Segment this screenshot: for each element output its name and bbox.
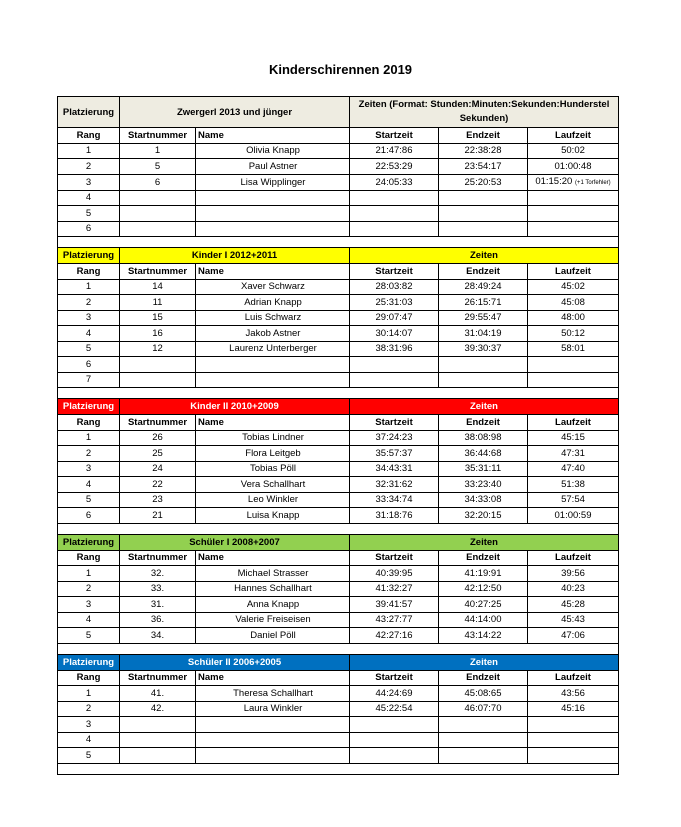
cell: 4 [58,732,120,748]
name-text: Vera Schallhart [240,478,306,490]
column-header: Laufzeit [528,550,619,566]
cell: 36. [120,612,196,628]
laufzeit-value: 01:15:20 [535,175,573,187]
cell: 45:08 [528,295,619,311]
cell [350,206,439,222]
cell: 7 [58,372,120,388]
name-cell [196,732,350,748]
cell: 3 [58,174,120,190]
table-row [58,279,619,295]
table-row [58,295,619,311]
table-row [58,701,619,717]
name-text: Adrian Knapp [244,296,302,308]
name-text: Hannes Schallhart [234,583,312,595]
table-row [58,310,619,326]
cell: 01:00:48 [528,159,619,175]
cell: 2 [58,295,120,311]
spacer [58,643,619,654]
cell [350,748,439,764]
cell: 30:14:07 [350,326,439,342]
cell: 51:38 [528,477,619,493]
cell: 5 [58,748,120,764]
cell: 2 [58,159,120,175]
zeiten-header: Zeiten [350,248,619,264]
zeiten-header: Zeiten (Format: Stunden:Minuten:Sekunden:Hunderstel Sekunden) [350,97,619,128]
zeiten-header: Zeiten [350,654,619,670]
cell [439,748,528,764]
table-row [58,508,619,524]
table-row [58,612,619,628]
cell: 58:01 [528,341,619,357]
column-header: Rang [58,128,120,144]
group-header: Schüler I 2008+2007 [120,534,350,550]
cell: 5 [58,628,120,644]
cell: 29:07:47 [350,310,439,326]
table-row [58,477,619,493]
note-text: (+1 Torfehler) [574,179,611,186]
table-row [58,143,619,159]
column-header: Laufzeit [528,415,619,431]
name-text: Valerie Freiseisen [235,614,311,626]
cell: 45:15 [528,430,619,446]
cell [350,732,439,748]
platzierung-header: Platzierung [58,97,120,128]
table-row [58,190,619,206]
cell: 33:23:40 [439,477,528,493]
cell: 5 [58,492,120,508]
cell: 50:12 [528,326,619,342]
name-cell [196,143,350,159]
spacer-row [58,523,619,534]
column-header: Rang [58,415,120,431]
cell: 47:40 [528,461,619,477]
spacer-row [58,237,619,248]
cell: 3 [58,461,120,477]
cell: 47:31 [528,446,619,462]
cell: 31. [120,597,196,613]
cell [528,206,619,222]
cell: 1 [120,143,196,159]
name-cell [196,717,350,733]
column-header: Name [196,128,350,144]
table-row [58,581,619,597]
cell: 16 [120,326,196,342]
cell: 24 [120,461,196,477]
cell: 4 [58,190,120,206]
column-header: Name [196,550,350,566]
cell [528,748,619,764]
name-cell [196,686,350,702]
cell: 35:31:11 [439,461,528,477]
cell: 39:56 [528,566,619,582]
column-header: Startzeit [350,670,439,686]
column-header: Endzeit [439,128,528,144]
name-text: Daniel Pöll [250,629,296,641]
cell [439,221,528,237]
cell [439,206,528,222]
column-header-row [58,550,619,566]
cell: 45:02 [528,279,619,295]
cell [120,717,196,733]
cell: 31:18:76 [350,508,439,524]
cell: 40:39:95 [350,566,439,582]
column-header: Endzeit [439,670,528,686]
name-text: Flora Leitgeb [245,447,301,459]
name-text: Laura Winkler [243,703,303,715]
cell [439,732,528,748]
name-text: Xaver Schwarz [241,281,305,293]
name-cell [196,477,350,493]
name-text: Michael Strasser [237,567,309,579]
column-header: Laufzeit [528,128,619,144]
spacer-row [58,763,619,774]
cell: 15 [120,310,196,326]
cell [120,748,196,764]
cell: 1 [58,143,120,159]
cell: 46:07:70 [439,701,528,717]
name-cell [196,508,350,524]
table-row [58,174,619,190]
cell: 1 [58,279,120,295]
cell: 2 [58,701,120,717]
cell [528,357,619,373]
cell [439,372,528,388]
laufzeit-cell [528,174,619,190]
cell: 47:06 [528,628,619,644]
spacer-row [58,388,619,399]
cell: 23 [120,492,196,508]
cell: 26:15:71 [439,295,528,311]
name-cell [196,174,350,190]
name-cell [196,430,350,446]
spacer [58,388,619,399]
cell: 1 [58,686,120,702]
cell: 3 [58,310,120,326]
cell [350,190,439,206]
cell: 11 [120,295,196,311]
results-table [57,96,619,775]
cell [120,357,196,373]
name-cell [196,446,350,462]
cell: 44:14:00 [439,612,528,628]
name-cell [196,612,350,628]
cell: 34:43:31 [350,461,439,477]
cell: 44:24:69 [350,686,439,702]
cell: 21 [120,508,196,524]
cell: 39:30:37 [439,341,528,357]
cell: 1 [58,430,120,446]
cell: 22:38:28 [439,143,528,159]
spacer [58,523,619,534]
name-text: Anna Knapp [246,598,300,610]
name-text: Tobias Lindner [242,432,304,444]
name-cell [196,492,350,508]
name-text: Luis Schwarz [244,312,302,324]
cell: 6 [58,221,120,237]
cell: 6 [58,357,120,373]
section-header [58,399,619,415]
name-text: Tobias Pöll [250,463,296,475]
column-header: Endzeit [439,550,528,566]
cell: 45:28 [528,597,619,613]
cell [528,221,619,237]
section-header [58,97,619,128]
group-header: Kinder I 2012+2011 [120,248,350,264]
cell: 4 [58,326,120,342]
cell: 32:20:15 [439,508,528,524]
table-row [58,597,619,613]
cell: 45:43 [528,612,619,628]
column-header: Startnummer [120,670,196,686]
name-text: Jakob Astner [245,327,301,339]
cell [120,732,196,748]
name-cell [196,461,350,477]
cell: 41. [120,686,196,702]
cell: 50:02 [528,143,619,159]
page-title: Kinderschirennen 2019 [268,62,413,77]
cell: 12 [120,341,196,357]
section-header [58,248,619,264]
cell: 34:33:08 [439,492,528,508]
cell: 43:56 [528,686,619,702]
cell: 43:14:22 [439,628,528,644]
table-row [58,566,619,582]
cell: 41:32:27 [350,581,439,597]
table-row [58,732,619,748]
cell: 57:54 [528,492,619,508]
name-text: Lisa Wipplinger [240,176,306,188]
platzierung-header: Platzierung [58,534,120,550]
cell [120,221,196,237]
column-header: Endzeit [439,264,528,280]
name-cell [196,748,350,764]
column-header: Laufzeit [528,264,619,280]
name-cell [196,279,350,295]
cell: 23:54:17 [439,159,528,175]
cell [120,190,196,206]
platzierung-header: Platzierung [58,654,120,670]
cell: 01:00:59 [528,508,619,524]
cell: 5 [58,341,120,357]
column-header: Startzeit [350,415,439,431]
group-header: Schüler II 2006+2005 [120,654,350,670]
name-cell [196,295,350,311]
column-header: Startzeit [350,128,439,144]
cell: 33:34:74 [350,492,439,508]
table-row [58,748,619,764]
cell [439,357,528,373]
cell: 2 [58,581,120,597]
name-cell [196,326,350,342]
cell: 28:03:82 [350,279,439,295]
column-header: Startzeit [350,550,439,566]
cell [350,221,439,237]
table-row [58,159,619,175]
column-header: Rang [58,670,120,686]
cell: 41:19:91 [439,566,528,582]
cell [350,357,439,373]
table-row [58,221,619,237]
name-text: Leo Winkler [247,494,299,506]
name-cell [196,566,350,582]
name-cell [196,701,350,717]
table-row [58,430,619,446]
group-header: Kinder II 2010+2009 [120,399,350,415]
column-header: Startnummer [120,128,196,144]
cell: 14 [120,279,196,295]
table-row [58,446,619,462]
table-row [58,372,619,388]
name-cell [196,581,350,597]
cell: 22 [120,477,196,493]
column-header-row [58,415,619,431]
cell [528,190,619,206]
column-header-row [58,264,619,280]
name-cell [196,206,350,222]
cell: 2 [58,446,120,462]
cell: 25:31:03 [350,295,439,311]
cell: 45:22:54 [350,701,439,717]
cell: 34. [120,628,196,644]
cell: 42:27:16 [350,628,439,644]
cell: 5 [120,159,196,175]
cell [528,732,619,748]
column-header: Startnummer [120,415,196,431]
name-cell [196,341,350,357]
spacer [58,237,619,248]
name-text: Laurenz Unterberger [229,343,317,355]
cell: 45:08:65 [439,686,528,702]
cell: 35:57:37 [350,446,439,462]
name-cell [196,628,350,644]
section-header [58,534,619,550]
table-row [58,357,619,373]
column-header: Rang [58,264,120,280]
column-header: Startnummer [120,550,196,566]
cell [528,717,619,733]
cell: 45:16 [528,701,619,717]
table-row [58,717,619,733]
cell: 32. [120,566,196,582]
cell: 40:27:25 [439,597,528,613]
group-header: Zwergerl 2013 und jünger [120,97,350,128]
column-header: Endzeit [439,415,528,431]
name-cell [196,190,350,206]
cell: 42:12:50 [439,581,528,597]
cell: 4 [58,612,120,628]
name-cell [196,221,350,237]
cell: 21:47:86 [350,143,439,159]
cell: 33. [120,581,196,597]
cell: 28:49:24 [439,279,528,295]
cell [350,372,439,388]
name-cell [196,357,350,373]
spacer [58,763,619,774]
table-row [58,326,619,342]
table-row [58,341,619,357]
name-text: Olivia Knapp [246,145,300,157]
cell: 26 [120,430,196,446]
cell: 1 [58,566,120,582]
cell: 42. [120,701,196,717]
cell: 22:53:29 [350,159,439,175]
cell: 38:08:98 [439,430,528,446]
cell: 29:55:47 [439,310,528,326]
cell: 38:31:96 [350,341,439,357]
table-row [58,206,619,222]
cell [120,206,196,222]
cell [439,717,528,733]
cell [350,717,439,733]
column-header-row [58,128,619,144]
column-header: Startnummer [120,264,196,280]
cell: 37:24:23 [350,430,439,446]
cell: 40:23 [528,581,619,597]
cell: 32:31:62 [350,477,439,493]
cell: 25:20:53 [439,174,528,190]
cell: 6 [120,174,196,190]
name-cell [196,597,350,613]
column-header: Name [196,670,350,686]
table-row [58,461,619,477]
column-header: Laufzeit [528,670,619,686]
cell: 4 [58,477,120,493]
name-text: Luisa Knapp [246,509,300,521]
cell: 5 [58,206,120,222]
name-cell [196,310,350,326]
cell [439,190,528,206]
cell: 24:05:33 [350,174,439,190]
platzierung-header: Platzierung [58,248,120,264]
table-row [58,686,619,702]
name-cell [196,159,350,175]
platzierung-header: Platzierung [58,399,120,415]
cell: 3 [58,597,120,613]
cell: 31:04:19 [439,326,528,342]
cell [120,372,196,388]
column-header: Startzeit [350,264,439,280]
name-cell [196,372,350,388]
cell: 39:41:57 [350,597,439,613]
cell: 36:44:68 [439,446,528,462]
zeiten-header: Zeiten [350,534,619,550]
cell: 6 [58,508,120,524]
cell: 43:27:77 [350,612,439,628]
spacer-row [58,643,619,654]
name-text: Paul Astner [248,160,298,172]
column-header: Name [196,415,350,431]
cell: 25 [120,446,196,462]
cell: 3 [58,717,120,733]
column-header: Rang [58,550,120,566]
table-row [58,492,619,508]
column-header-row [58,670,619,686]
column-header: Name [196,264,350,280]
cell [528,372,619,388]
section-header [58,654,619,670]
table-row [58,628,619,644]
name-text: Theresa Schallhart [233,687,313,699]
zeiten-header: Zeiten [350,399,619,415]
cell: 48:00 [528,310,619,326]
